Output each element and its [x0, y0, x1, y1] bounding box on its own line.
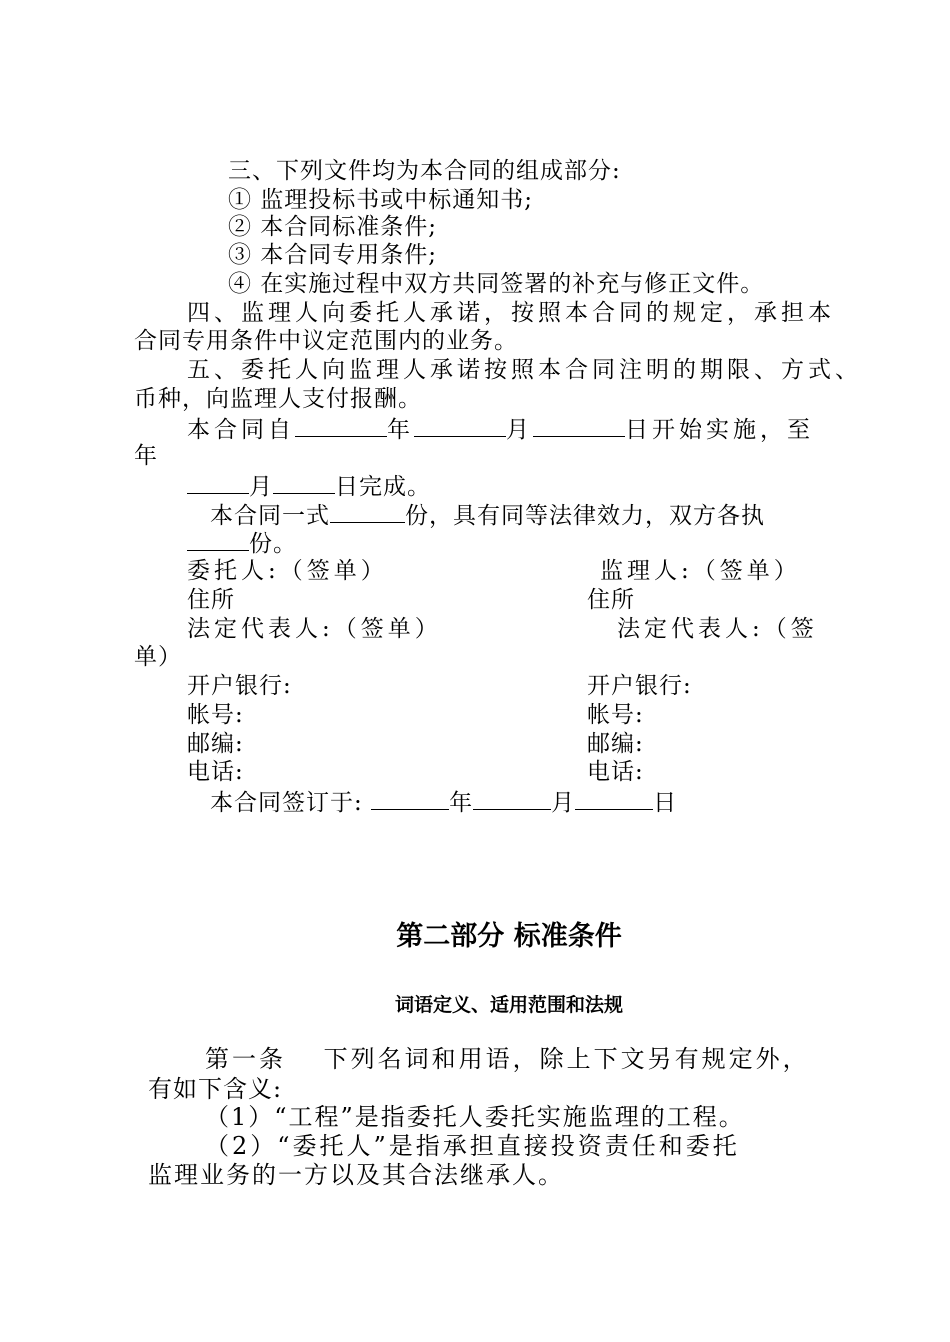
supervisor-postcode: 邮编: [587, 731, 644, 757]
month-label: 月 [551, 790, 576, 816]
year-label: 年 [449, 790, 474, 816]
client-legal-rep: 法定代表人:（签单） [187, 616, 442, 642]
definition-2-line1: （2）“委托人”是指承担直接投资责任和委托 [205, 1132, 740, 1160]
supervisor-account: 帐号: [587, 702, 644, 728]
supervisor-bank: 开户银行: [587, 673, 692, 699]
copies-end-line [187, 528, 297, 558]
client-address: 住所 [187, 587, 235, 613]
year-label: 年 [387, 417, 414, 443]
year-blank [371, 787, 449, 810]
section-5-line2: 币种，向监理人支付报酬。 [134, 386, 422, 412]
client-phone: 电话: [187, 759, 244, 785]
copies-each-blank [187, 528, 249, 551]
part2-title: 第二部分 标准条件 [396, 921, 622, 952]
term-end-line [187, 471, 431, 501]
section-5-line1: 五、委托人向监理人承诺按照本合同注明的期限、方式、 [187, 357, 862, 383]
supervisor-phone: 电话: [587, 759, 644, 785]
copies-end: 份。 [249, 531, 297, 557]
part2-subtitle: 词语定义、适用范围和法规 [394, 994, 623, 1016]
article-1-line2: 有如下含义: [148, 1075, 283, 1103]
month-label: 月 [506, 417, 533, 443]
term-prefix: 本合同自 [187, 417, 295, 443]
legal-rep-wrap: 单） [134, 644, 182, 670]
signed-prefix: 本合同签订于: [210, 790, 363, 816]
supervisor-legal-rep: 法定代表人:（签 [617, 616, 818, 642]
list-item: ④ 在实施过程中双方共同签署的补充与修正文件。 [228, 271, 765, 297]
term-line [187, 414, 814, 444]
section-4-line1: 四、监理人向委托人承诺，按照本合同的规定，承担本 [187, 300, 835, 326]
term-end: 日完成。 [335, 474, 431, 500]
list-item: ② 本合同标准条件; [228, 214, 438, 240]
section-4-line2: 合同专用条件中议定范围内的业务。 [134, 328, 518, 354]
list-item: ① 监理投标书或中标通知书; [228, 187, 534, 213]
definition-2-line2: 监理业务的一方以及其合法继承人。 [148, 1161, 564, 1189]
article-1-line1: 第一条 下列名词和用语，除上下文另有规定外， [205, 1045, 810, 1073]
day-blank [273, 471, 335, 494]
month-blank [187, 471, 249, 494]
section-3-title: 三、下列文件均为本合同的组成部分: [228, 158, 621, 184]
client-postcode: 邮编: [187, 731, 244, 757]
year-blank [295, 414, 387, 437]
copies-blank [330, 500, 405, 523]
term-mid: 日开始实施，至 [625, 417, 814, 443]
copies-mid: 份，具有同等法律效力，双方各执 [405, 503, 765, 529]
month-blank [414, 414, 506, 437]
definition-1: （1）“工程”是指委托人委托实施监理的工程。 [205, 1103, 745, 1131]
supervisor-address: 住所 [587, 587, 635, 613]
copies-line [210, 500, 765, 530]
client-account: 帐号: [187, 702, 244, 728]
day-blank [533, 414, 625, 437]
client-bank: 开户银行: [187, 673, 292, 699]
month-label: 月 [249, 474, 273, 500]
signed-date-line [210, 787, 677, 817]
month-blank [473, 787, 551, 810]
supervisor-label: 监理人:（签单） [600, 558, 801, 584]
day-blank [575, 787, 653, 810]
list-item: ③ 本合同专用条件; [228, 242, 438, 268]
day-label: 日 [653, 790, 678, 816]
term-wrap: 年 [134, 443, 158, 469]
client-label: 委托人:（签单） [187, 558, 388, 584]
copies-prefix: 本合同一式 [210, 503, 330, 529]
